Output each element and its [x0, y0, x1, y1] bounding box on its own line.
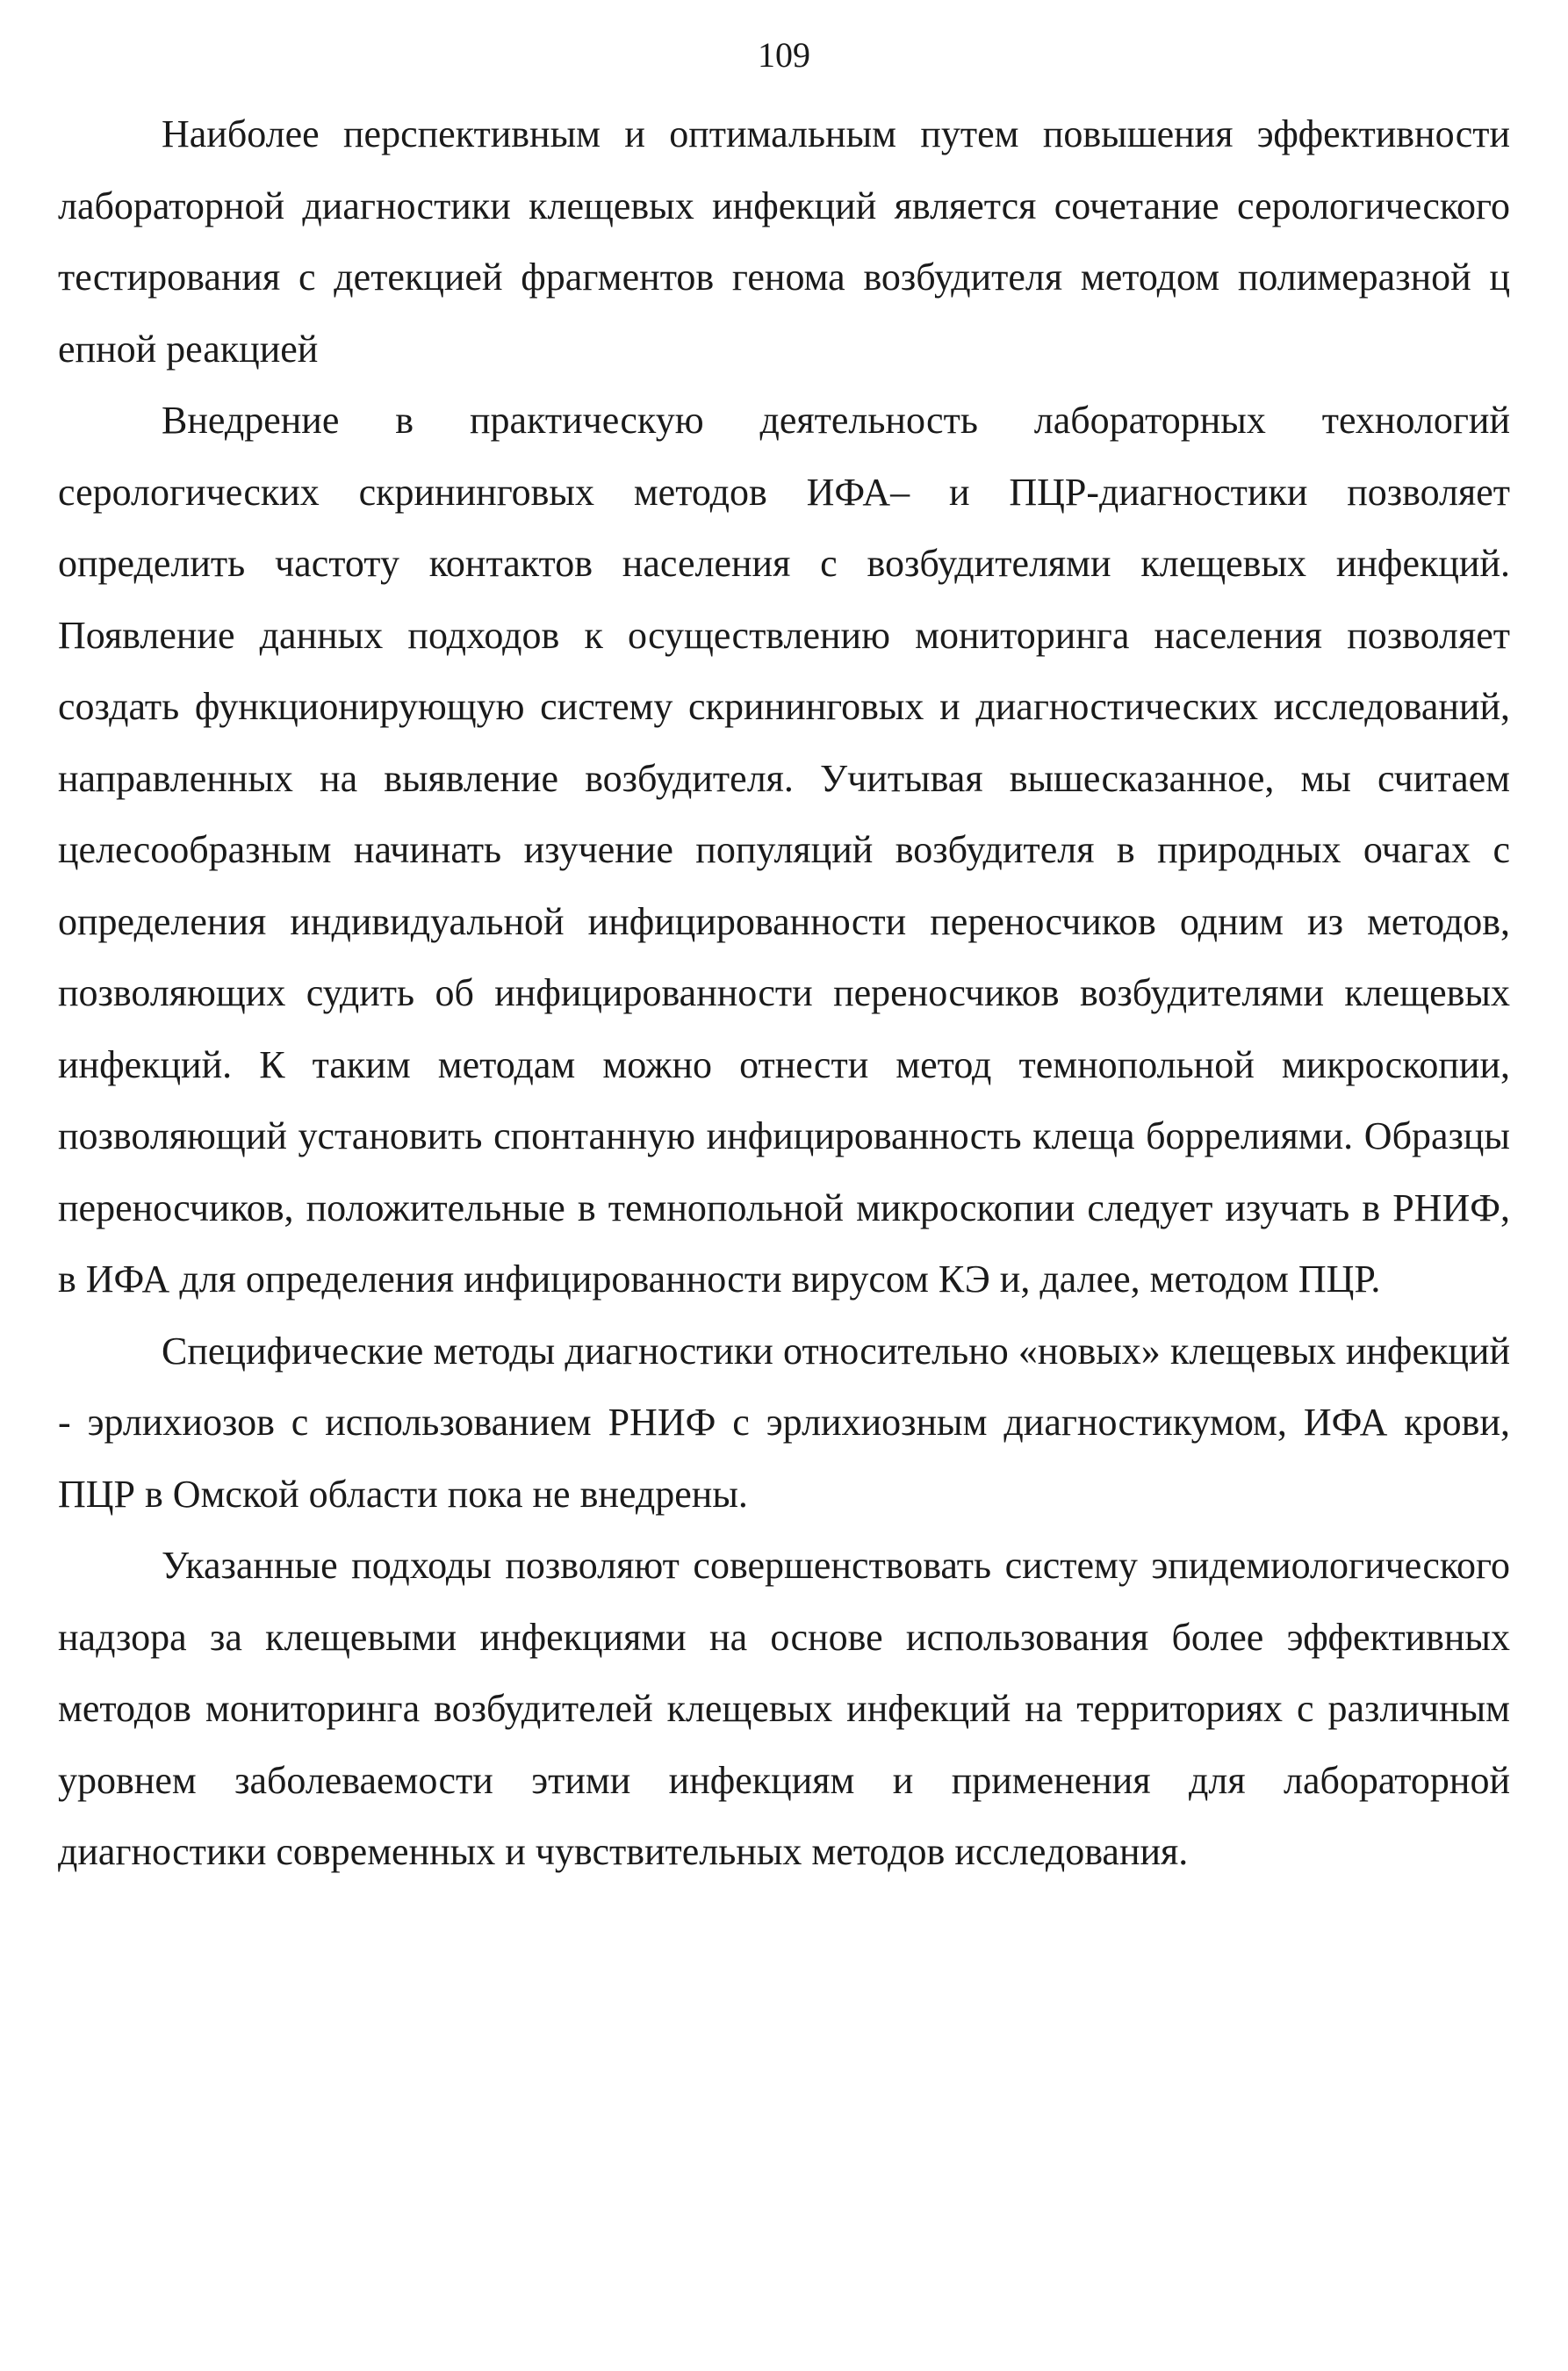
document-body	[58, 98, 1510, 1888]
paragraph-2: Внедрение в практическую деятельность лабораторных технологий серологических скрининговых методов ИФА– и ПЦР-диагностики позволяет определить частоту контактов населения с возбудителями клещевых инфекций. Появление данных подходов к осуществлению мониторинга населения позволяет создать функционирующую систему скрининговых и диагностических исследований, направленных на выявление возбудителя. Учитывая вышесказанное, мы считаем целесообразным начинать изучение популяций возбудителя в природных очагах с определения индивидуальной инфицированности переносчиков одним из методов, позволяющих судить об инфицированности переносчиков возбудителями клещевых инфекций. К таким методам можно отнести метод темнопольной микроскопии, позволяющий установить спонтанную инфицированность клеща боррелиями. Образцы переносчиков, положительные в темнопольной микроскопии следует изучать в РНИФ, в ИФА для определения инфицированности вирусом КЭ и, далее, методом ПЦР.	[58, 399, 1510, 1301]
paragraph-3: Специфические методы диагностики относительно «новых» клещевых инфекций - эрлихиозов с использованием РНИФ с эрлихиозным диагностикумом, ИФА крови, ПЦР в Омской области пока не внедрены.	[58, 1329, 1510, 1516]
paragraph-1: Наиболее перспективным и оптимальным путем повышения эффективности лабораторной диагностики клещевых инфекций является сочетание серологического тестирования с детекцией фрагментов генома возбудителя методом полимеразной ц епной реакцией	[58, 112, 1510, 371]
page-number: 109	[758, 35, 810, 75]
paragraph-4: Указанные подходы позволяют совершенствовать систему эпидемиологического надзора за клещевыми инфекциями на основе использования более эффективных методов мониторинга возбудителей клещевых инфекций на территориях с различным уровнем заболеваемости этими инфекциям и применения для лабораторной диагностики современных и чувствительных методов исследования.	[58, 1544, 1510, 1873]
